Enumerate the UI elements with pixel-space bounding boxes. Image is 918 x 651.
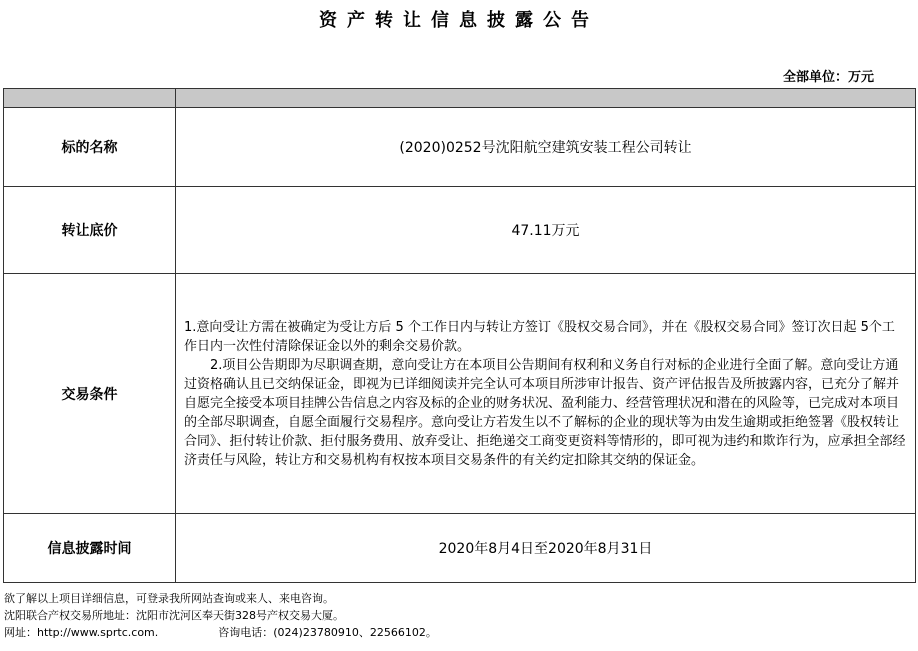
table-row-subject <box>4 107 915 186</box>
footer-website: 网址：http://www.sprtc.com. <box>4 626 159 639</box>
header-left-cell <box>4 89 176 107</box>
disclosure-time-value: 2020年8月4日至2020年8月31日 <box>438 541 653 557</box>
footer-phone: 咨询电话：(024)23780910、22566102。 <box>218 626 437 639</box>
table-row-disclosure-time <box>4 513 915 582</box>
subject-value: (2020)0252号沈阳航空建筑安装工程公司转让 <box>399 140 692 156</box>
header-right-cell <box>176 89 915 107</box>
page-title: 资产转让信息披露公告 <box>319 10 599 31</box>
price-label: 转让底价 <box>4 187 176 273</box>
conditions-cell <box>176 274 915 513</box>
table-header-row <box>4 89 915 108</box>
footer-line-contact <box>4 624 437 641</box>
conditions-label: 交易条件 <box>4 274 176 513</box>
condition-paragraph-1: 1.意向受让方需在被确定为受让方后 5 个工作日内与转让方签订《股权交易合同》，并在《股权交易合同》签订次日起 5个工作日内一次性付清除保证金以外的剩余交易价款。 <box>184 319 895 354</box>
footer-line-inquiry: 欲了解以上项目详细信息，可登录我所网站查询或来人、来电咨询。 <box>4 592 334 605</box>
condition-paragraph-2: 2.项目公告期即为尽职调查期，意向受让方在本项目公告期间有权利和义务自行对标的企业进行全面了解。意向受让方通过资格确认且已交纳保证金，即视为已详细阅读并完全认可本项目所涉审计报告、资产评估报告及所披露内容，已充分了解并自愿完全接受本项目挂牌公告信息之内容及标的企业的财务状况、盈利能力、经营管理状况和潜在的风险等，已完成对本项目的全部尽职调查，自愿全面履行交易程序。意向受让方若发生以不了解标的企业的现状等为由发生逾期或拒绝签署《股权转让合同》、拒付转让价款、拒付服务费用、放弃受让、拒绝递交工商变更资料等情形的，即可视为违约和欺诈行为，应承担全部经济责任与风险，转让方和交易机构有权按本项目交易条件的有关约定扣除其交纳的保证金。 <box>184 357 906 468</box>
footer-line-address: 沈阳联合产权交易所地址：沈阳市沈河区奉天街328号产权交易大厦。 <box>4 609 344 622</box>
unit-note: 全部单位：万元 <box>782 70 874 85</box>
price-value: 47.11万元 <box>511 223 580 239</box>
subject-label: 标的名称 <box>4 108 176 186</box>
table-row-conditions <box>4 273 915 513</box>
footer-info <box>4 590 437 641</box>
disclosure-table <box>3 88 916 583</box>
table-row-price <box>4 186 915 273</box>
disclosure-time-label: 信息披露时间 <box>4 514 176 582</box>
